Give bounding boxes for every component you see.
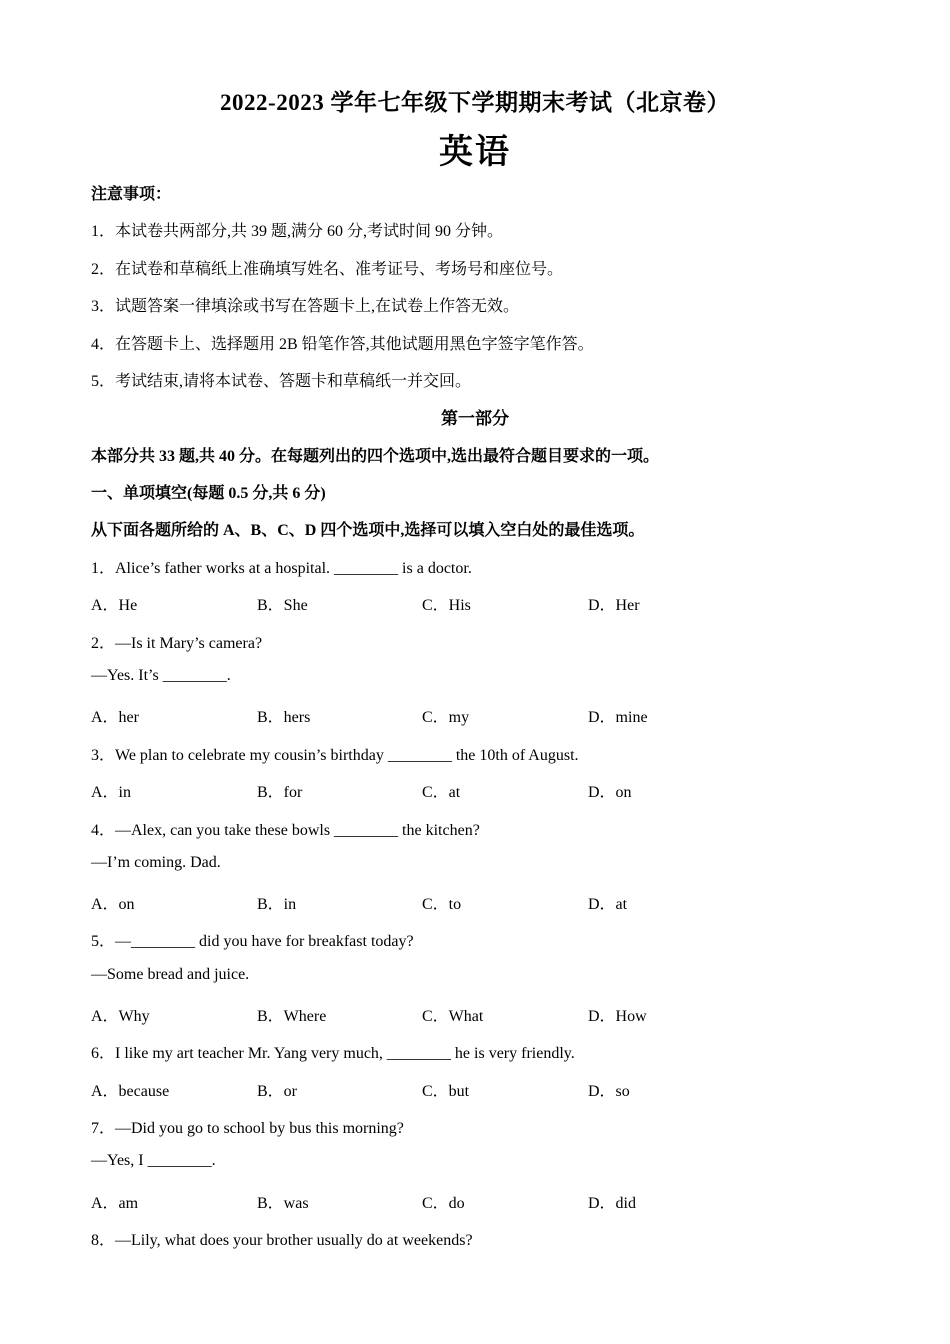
question-text: 8．—Lily, what does your brother usually do at weekends? bbox=[91, 1232, 473, 1249]
option-a: A．in bbox=[91, 784, 132, 801]
question-text: 6．I like my art teacher Mr. Yang very much, ________ he is very friendly. bbox=[91, 1045, 575, 1062]
option-b: B．or bbox=[257, 1083, 298, 1100]
option-a: A．on bbox=[91, 896, 135, 913]
notice-item: 2．在试卷和草稿纸上准确填写姓名、准考证号、考场号和座位号。 bbox=[91, 261, 564, 278]
question-text: —Yes. It’s ________. bbox=[91, 667, 231, 684]
option-c: C．What bbox=[422, 1008, 484, 1025]
notice-item: 3．试题答案一律填涂或书写在答题卡上,在试卷上作答无效。 bbox=[91, 298, 520, 315]
section-title: 一、单项填空(每题 0.5 分,共 6 分) bbox=[91, 485, 326, 502]
option-a: A．because bbox=[91, 1083, 170, 1100]
question-text: 1．Alice’s father works at a hospital. ________ is a doctor. bbox=[91, 560, 472, 577]
section-instruction: 从下面各题所给的 A、B、C、D 四个选项中,选择可以填入空白处的最佳选项。 bbox=[91, 522, 645, 539]
option-b: B．She bbox=[257, 597, 308, 614]
question-text: 3．We plan to celebrate my cousin’s birthday ________ the 10th of August. bbox=[91, 747, 579, 764]
option-b: B．hers bbox=[257, 709, 311, 726]
question-text: 5．—________ did you have for breakfast today? bbox=[91, 933, 414, 950]
option-c: C．at bbox=[422, 784, 461, 801]
option-d: D．did bbox=[588, 1195, 637, 1212]
question-text: —Some bread and juice. bbox=[91, 966, 250, 983]
question-text: —I’m coming. Dad. bbox=[91, 854, 221, 871]
question-text: —Yes, I ________. bbox=[91, 1152, 216, 1169]
option-d: D．at bbox=[588, 896, 628, 913]
option-b: B．in bbox=[257, 896, 297, 913]
option-a: A．am bbox=[91, 1195, 139, 1212]
notice-item: 1．本试卷共两部分,共 39 题,满分 60 分,考试时间 90 分钟。 bbox=[91, 223, 504, 240]
notice-heading: 注意事项： bbox=[91, 186, 172, 203]
option-b: B．Where bbox=[257, 1008, 327, 1025]
question-text: 4．—Alex, can you take these bowls ________ the kitchen? bbox=[91, 822, 480, 839]
option-c: C．but bbox=[422, 1083, 470, 1100]
option-a: A．Why bbox=[91, 1008, 150, 1025]
option-c: C．do bbox=[422, 1195, 465, 1212]
part-intro: 本部分共 33 题,共 40 分。在每题列出的四个选项中,选出最符合题目要求的一项。 bbox=[91, 448, 660, 465]
option-d: D．Her bbox=[588, 597, 640, 614]
notice-item: 4．在答题卡上、选择题用 2B 铅笔作答,其他试题用黑色字签字笔作答。 bbox=[91, 336, 594, 353]
option-d: D．on bbox=[588, 784, 632, 801]
option-b: B．was bbox=[257, 1195, 309, 1212]
option-c: C．my bbox=[422, 709, 470, 726]
option-d: D．mine bbox=[588, 709, 648, 726]
notice-item: 5．考试结束,请将本试卷、答题卡和草稿纸一并交回。 bbox=[91, 373, 472, 390]
option-d: D．so bbox=[588, 1083, 630, 1100]
subject-title: 英语 bbox=[439, 134, 511, 171]
option-a: A．her bbox=[91, 709, 139, 726]
option-b: B．for bbox=[257, 784, 303, 801]
exam-title: 2022-2023 学年七年级下学期期末考试（北京卷） bbox=[220, 90, 730, 115]
option-d: D．How bbox=[588, 1008, 647, 1025]
option-c: C．to bbox=[422, 896, 462, 913]
option-c: C．His bbox=[422, 597, 471, 614]
question-text: 7．—Did you go to school by bus this morning? bbox=[91, 1120, 404, 1137]
question-text: 2．—Is it Mary’s camera? bbox=[91, 635, 263, 652]
part-heading: 第一部分 bbox=[441, 409, 509, 428]
option-a: A．He bbox=[91, 597, 138, 614]
